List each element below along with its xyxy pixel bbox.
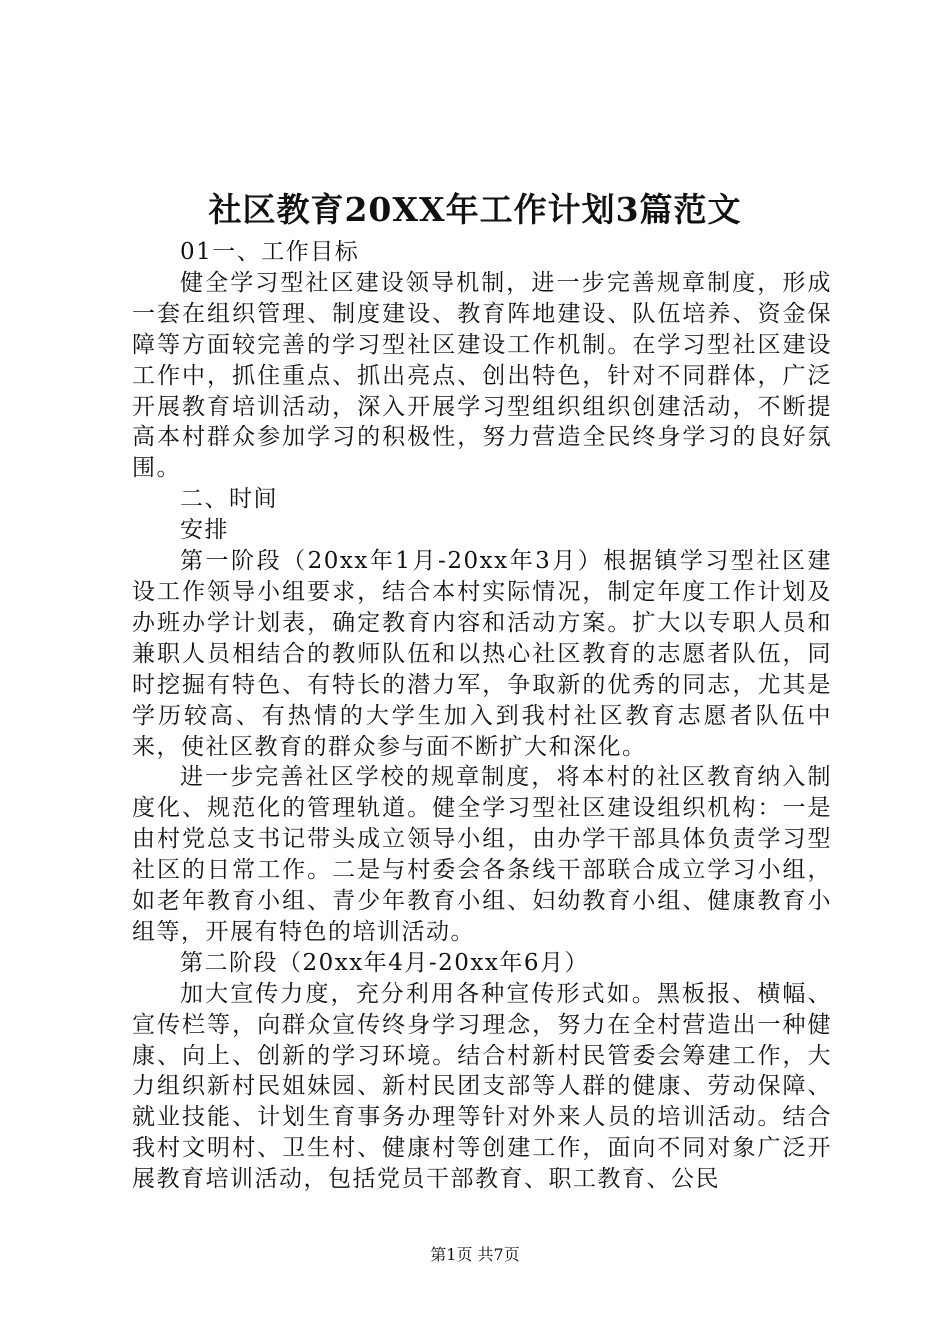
section-heading-time: 二、时间 — [180, 486, 278, 513]
page-footer: 第1页 共7页 — [430, 1245, 520, 1264]
paragraph-publicity: 加大宣传力度，充分利用各种宣传形式如。黑板报、横幅、宣传栏等，向群众宣传终身学习理念，努力在全村营造出一种健康、向上、创新的学习环境。结合村新村民管委会筹建工作，大力组织新村民姐妹园、新村民团支部等人群的健康、劳动保障、就业技能、计划生育事务办理等针对外来人员的培训活动。结合我村文明村、卫生村、健康村等创建工作，面向不同对象广泛开展教育培训活动，包括党员干部教育、职工教育、公民 — [132, 980, 832, 1193]
paragraph-goals: 健全学习型社区建设领导机制，进一步完善规章制度，形成一套在组织管理、制度建设、教育阵地建设、队伍培养、资金保障等方面较完善的学习型社区建设工作机制。在学习型社区建设工作中，抓住重点、抓出亮点、创出特色，针对不同群体，广泛开展教育培训活动，深入开展学习型组织组织创建活动，不断提高本村群众参加学习的积极性，努力营造全民终身学习的良好氛围。 — [132, 269, 832, 482]
document-title: 社区教育20XX年工作计划3篇范文 — [208, 190, 742, 229]
paragraph-stage-one: 第一阶段（20xx年1月-20xx年3月）根据镇学习型社区建设工作领导小组要求，结合本村实际情况，制定年度工作计划及办班办学计划表，确定教育内容和活动方案。扩大以专职人员和兼职人员相结合的教师队伍和以热心社区教育的志愿者队伍，同时挖掘有特色、有特长的潜力军，争取新的优秀的同志，尤其是学历较高、有热情的大学生加入到我村社区教育志愿者队伍中来，使社区教育的群众参与面不断扩大和深化。 — [132, 548, 832, 760]
section-heading-stage-two: 第二阶段（20xx年4月-20xx年6月） — [180, 949, 589, 976]
section-heading-goals: 01一、工作目标 — [180, 239, 360, 265]
section-heading-arrangement: 安排 — [180, 517, 229, 544]
document-body — [132, 237, 832, 1195]
paragraph-regulations: 进一步完善社区学校的规章制度，将本村的社区教育纳入制度化、规范化的管理轨道。健全学习型社区建设组织机构：一是由村党总支书记带头成立领导小组，由办学干部具体负责学习型社区的日常工作。二是与村委会各条线干部联合成立学习小组，如老年教育小组、青少年教育小组、妇幼教育小组、健康教育小组等，开展有特色的培训活动。 — [132, 764, 832, 945]
